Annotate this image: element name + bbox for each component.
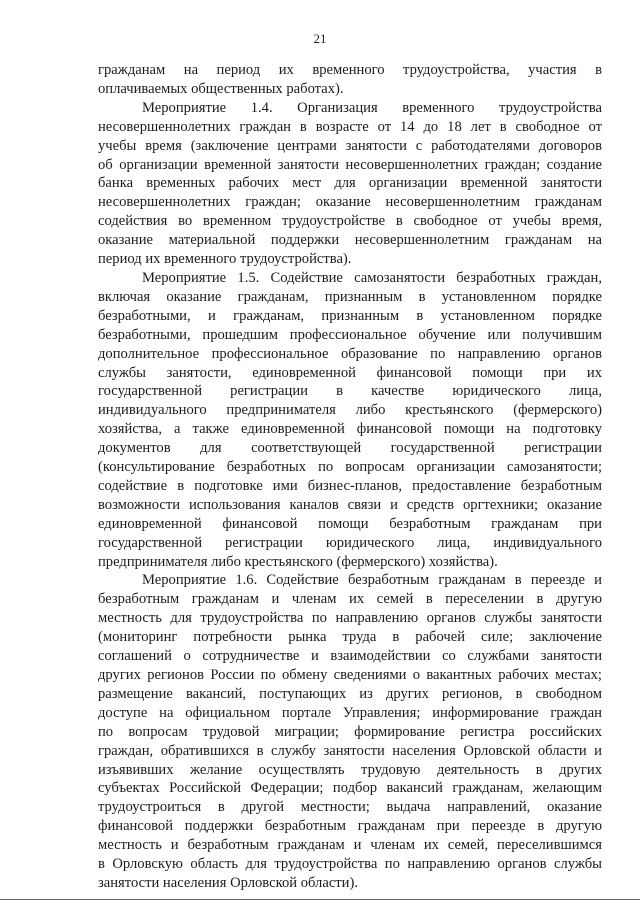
text-line: безработными, прошедшим профессиональное обучение или получившим [98,326,602,343]
text-line: безработным гражданам и членам их семей в переселении в другую [98,591,602,608]
text-line: оплачиваемых общественных работах). [98,80,344,97]
text-line: предпринимателя либо крестьянского (фермерского) хозяйства). [98,553,498,570]
text-line: Мероприятие 1.5. Содействие самозанятости безработных граждан, [142,269,602,286]
text-line: период их временного трудоустройства). [98,251,352,268]
text-line: соглашений о сотрудничестве и взаимодействии со службами занятости [98,648,602,665]
text-line: безработными, и гражданам, признанным в установленном порядке [98,307,602,324]
document-body [98,61,602,893]
text-line: включая оказание гражданам, признанным в установленном порядке [98,288,602,305]
text-line: по вопросам трудовой миграции; формирование регистра российских [98,723,602,740]
text-line: оказание материальной поддержки несовершеннолетним гражданам на [98,232,602,249]
page-number: 21 [313,31,327,46]
text-line: содействие в подготовке ими бизнес-планов, предоставление безработным [98,477,602,494]
text-line: трудоустроиться в другой местности; выдача направлений, оказание [98,799,602,816]
text-line: дополнительное профессиональное образование по направлению органов [98,345,602,362]
text-line: хозяйства, а также единовременной финансовой помощи на подготовку [98,421,602,438]
text-line: изъявивших желание осуществлять трудовую деятельность в других [98,761,602,778]
text-line: финансовой поддержки безработным гражданам при переезде в другую [98,818,602,835]
text-line: занятости населения Орловской области). [98,874,358,891]
text-line: местность и безработным гражданам и членам их семей, переселившимся [98,837,602,854]
text-line: документов для соответствующей государственной регистрации [98,440,602,457]
text-line: Мероприятие 1.6. Содействие безработным гражданам в переезде и [142,572,602,589]
text-line: других регионов России по обмену сведениями о вакантных рабочих местах; [98,667,602,683]
text-line: государственной регистрации в качестве юридического лица, [98,383,602,400]
text-line: службы занятости, единовременной финансовой помощи при их [98,364,602,381]
text-line: местность для трудоустройства по направлению органов службы занятости [98,610,602,627]
text-line: в Орловскую область для трудоустройства по направлению органов службы [98,856,602,873]
bottom-rule [0,899,640,900]
text-line: единовременной финансовой помощи безработным гражданам при [98,515,602,532]
text-line: несовершеннолетних граждан в возрасте от 14 до 18 лет в свободное от [98,118,602,135]
text-line: содействия во временном трудоустройстве в свободное от учебы время, [98,213,602,230]
text-line: возможности использования каналов связи и средств оргтехники; оказание [98,496,602,513]
text-line: банка временных рабочих мест для организации временной занятости [98,175,602,192]
text-line: об организации временной занятости несовершеннолетних граждан; создание [98,156,602,173]
text-line: индивидуального предпринимателя либо крестьянского (фермерского) [98,402,602,419]
text-line: доступе на официальном портале Управления; информирование граждан [98,704,602,721]
text-line: субъектах Российской Федерации; подбор вакансий гражданам, желающим [98,780,602,797]
text-line: граждан, обратившихся в службу занятости населения Орловской области и [98,742,602,759]
text-line: гражданам на период их временного трудоустройства, участия в [98,62,602,78]
text-line: Мероприятие 1.4. Организация временного трудоустройства [142,99,602,116]
text-line: учебы время (заключение центрами занятости с работодателями договоров [98,137,602,154]
text-line: несовершеннолетних граждан; оказание несовершеннолетним гражданам [98,194,602,211]
text-line: (консультирование безработных по вопросам организации самозанятости; [98,459,602,476]
text-line: (мониторинг потребности рынка труда в рабочей силе; заключение [98,629,602,646]
text-line: государственной регистрации юридического лица, индивидуального [98,534,602,551]
text-line: размещение вакансий, поступающих из других регионов, в свободном [98,685,602,702]
